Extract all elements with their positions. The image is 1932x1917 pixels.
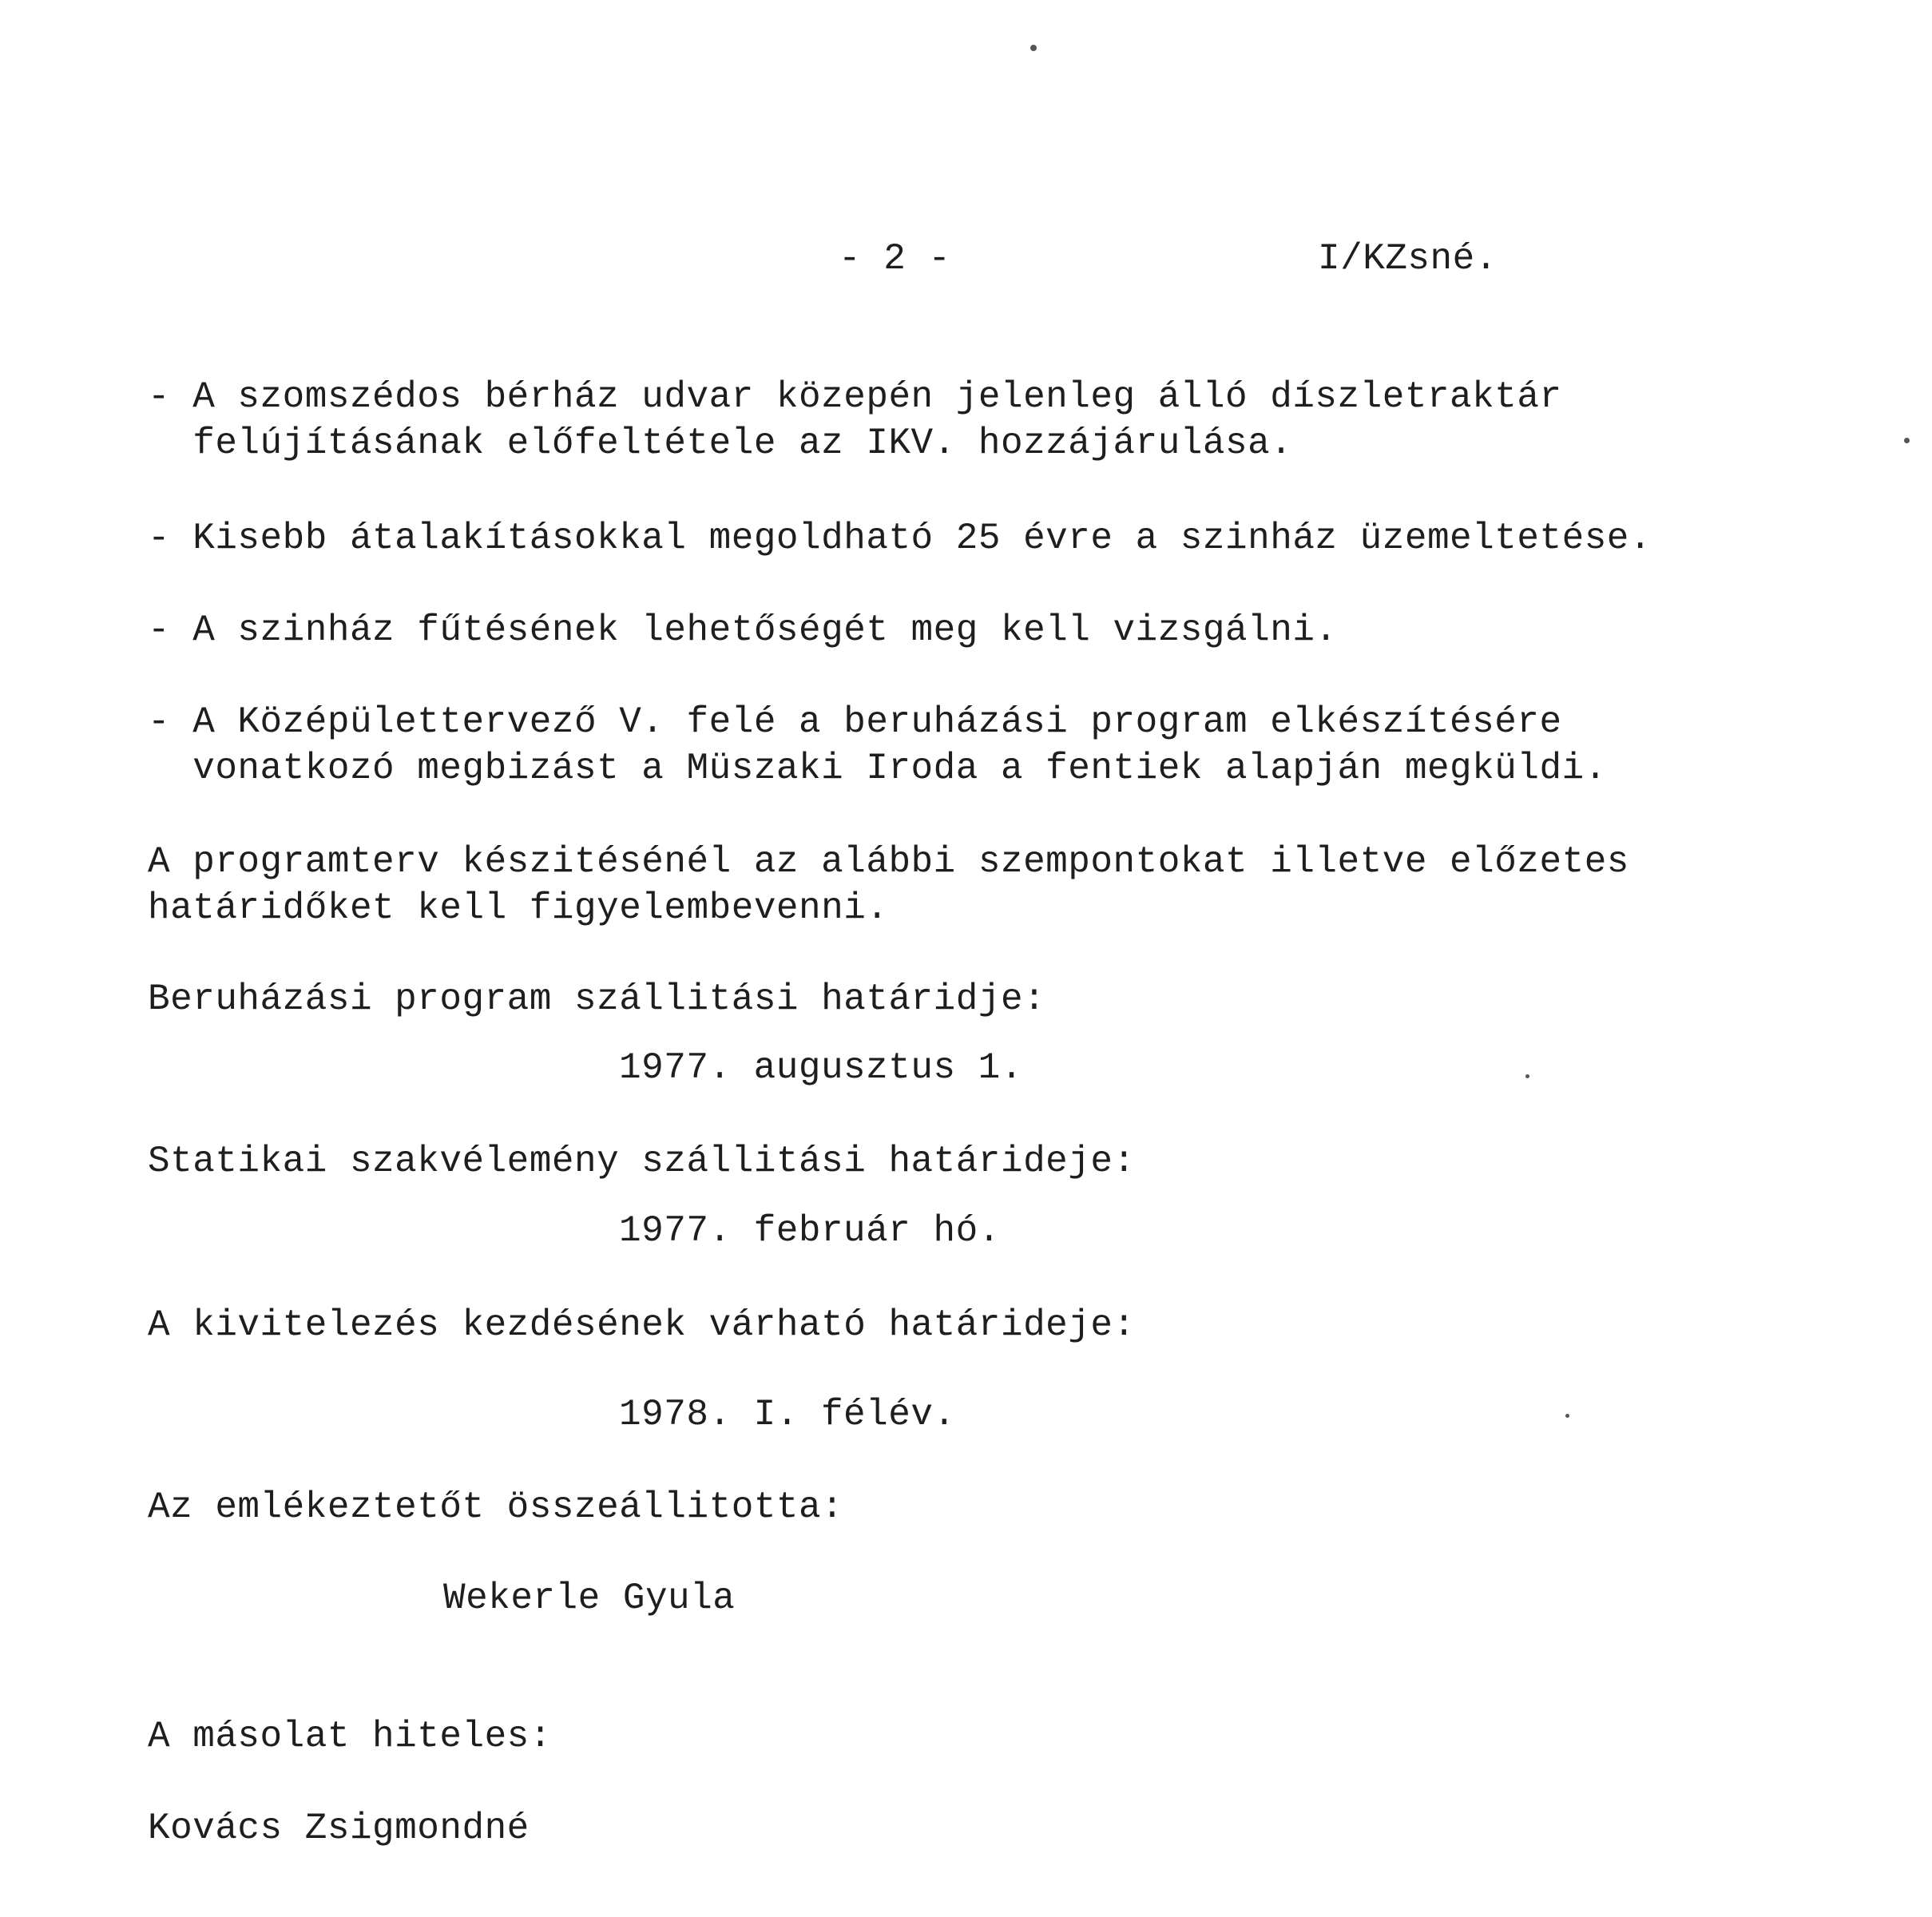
bullet-line: - Kisebb átalakításokkal megoldható 25 évre a szinház üzemeltetése.	[148, 518, 1652, 559]
compiled-by-name: Wekerle Gyula	[443, 1578, 736, 1619]
intro-line: A programterv készitésénél az alábbi szempontokat illetve előzetes	[148, 841, 1629, 883]
page-number: - 2 -	[839, 238, 951, 280]
deadline-value: 1978. I. félév.	[619, 1394, 956, 1435]
scan-speck	[1904, 438, 1910, 443]
certification-label: A másolat hiteles:	[148, 1716, 552, 1757]
bullet-line: vonatkozó megbizást a Müszaki Iroda a fentiek alapján megküldi.	[148, 748, 1607, 789]
bullet-line: - A szomszédos bérház udvar közepén jelenleg álló díszletraktár	[148, 376, 1562, 418]
deadline-label: Statikai szakvélemény szállitási határideje:	[148, 1141, 1136, 1182]
compiled-by-label: Az emlékeztetőt összeállitotta:	[148, 1486, 844, 1528]
deadline-value: 1977. február hó.	[619, 1210, 1001, 1252]
bullet-line: - A Középülettervező V. felé a beruházási program elkészítésére	[148, 701, 1562, 743]
deadline-label: Beruházási program szállitási határidje:	[148, 978, 1046, 1020]
document-reference: I/KZsné.	[1318, 238, 1498, 280]
deadline-value: 1977. augusztus 1.	[619, 1047, 1023, 1089]
certification-name: Kovács Zsigmondné	[148, 1808, 530, 1849]
intro-line: határidőket kell figyelembevenni.	[148, 887, 889, 929]
deadline-label: A kivitelezés kezdésének várható határideje:	[148, 1304, 1136, 1346]
bullet-line: - A szinház fűtésének lehetőségét meg kell vizsgálni.	[148, 609, 1338, 651]
scan-speck	[1525, 1074, 1529, 1078]
scan-speck	[1565, 1414, 1569, 1418]
scan-speck	[1030, 45, 1037, 51]
bullet-line: felújításának előfeltétele az IKV. hozzájárulása.	[148, 423, 1293, 464]
